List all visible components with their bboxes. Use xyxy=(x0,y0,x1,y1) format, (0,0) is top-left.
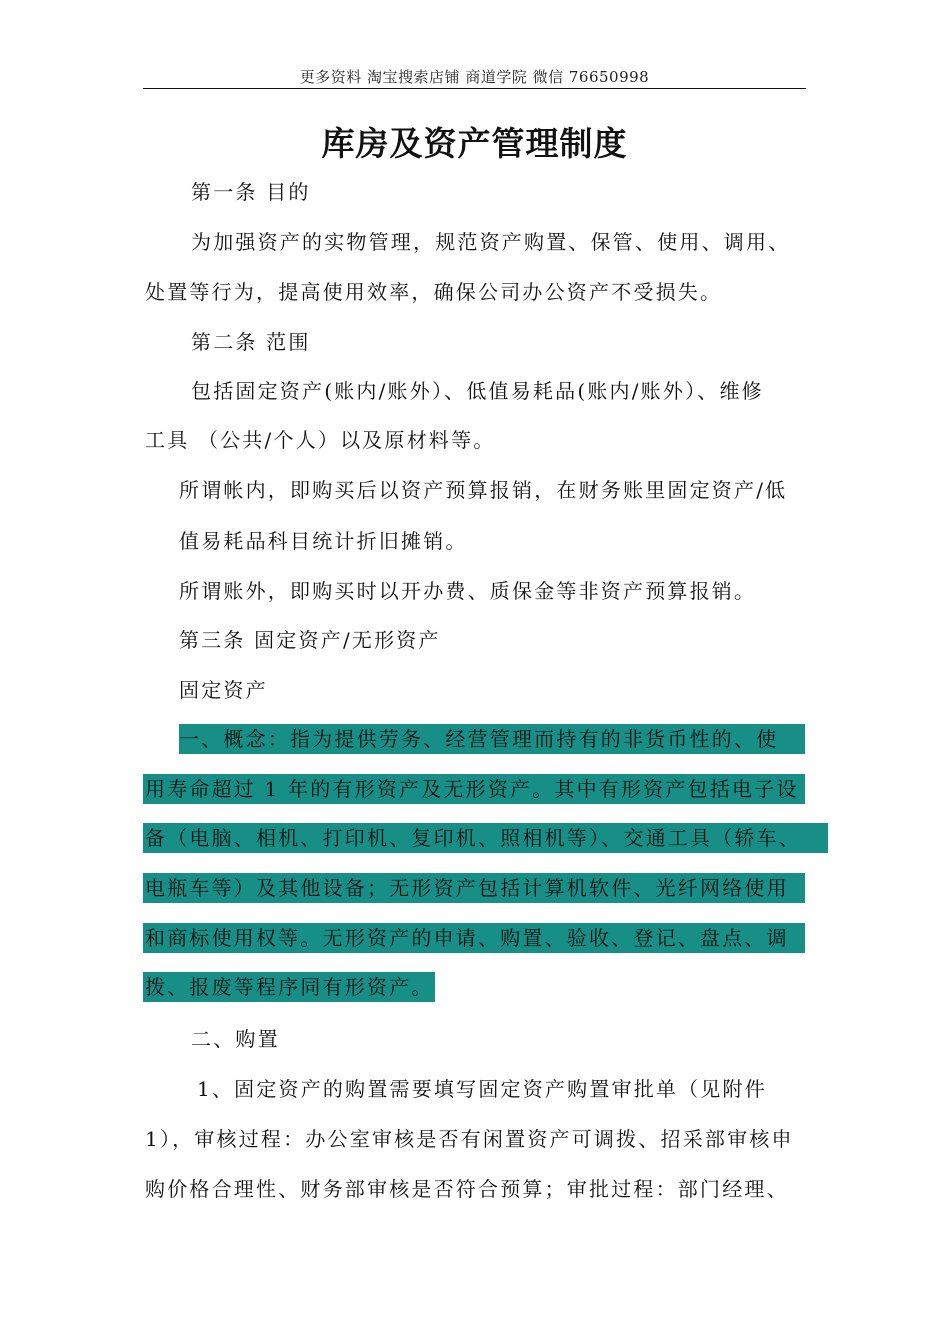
page-header: 更多资料 淘宝搜索店铺 商道学院 微信 76650998 xyxy=(299,68,650,86)
article-1-heading: 第一条 目的 xyxy=(191,180,311,204)
document-title: 库房及资产管理制度 xyxy=(321,124,628,163)
article-1-paragraph-line: 为加强资产的实物管理，规范资产购置、保管、使用、调用、 xyxy=(191,230,791,254)
article-1-paragraph-line: 处置等行为，提高使用效率，确保公司办公资产不受损失。 xyxy=(145,280,723,304)
concept-paragraph-line: 和商标使用权等。无形资产的申请、购置、验收、登记、盘点、调 xyxy=(145,926,789,950)
article-2-paragraph-line: 所谓账外，即购买时以开办费、质保金等非资产预算报销。 xyxy=(179,579,757,603)
article-2-paragraph-line: 包括固定资产(账内/账外）、低值易耗品(账内/账外）、维修 xyxy=(191,379,764,403)
concept-paragraph-line: 电瓶车等）及其他设备；无形资产包括计算机软件、光纤网络使用 xyxy=(145,876,789,900)
article-2-paragraph-line: 所谓帐内，即购买后以资产预算报销，在财务账里固定资产/低 xyxy=(179,478,788,502)
purchase-heading: 二、购置 xyxy=(191,1027,280,1051)
concept-paragraph-line: 一、概念：指为提供劳务、经营管理而持有的非货币性的、使 xyxy=(179,727,779,751)
purchase-paragraph-line: 1），审核过程：办公室审核是否有闲置资产可调拨、招采部审核申 xyxy=(145,1127,794,1151)
article-2-paragraph-line: 值易耗品科目统计折旧摊销。 xyxy=(179,529,468,553)
header-divider xyxy=(143,88,806,89)
purchase-paragraph-line: 1、固定资产的购置需要填写固定资产购置审批单（见附件 xyxy=(197,1077,767,1101)
concept-paragraph-line: 用寿命超过 1 年的有形资产及无形资产。其中有形资产包括电子设 xyxy=(145,777,799,801)
article-3-heading: 第三条 固定资产/无形资产 xyxy=(179,628,441,652)
purchase-paragraph-line: 购价格合理性、财务部审核是否符合预算；审批过程：部门经理、 xyxy=(145,1177,789,1201)
article-2-heading: 第二条 范围 xyxy=(191,330,311,354)
article-2-paragraph-line: 工具 （公共/个人）以及原材料等。 xyxy=(145,428,496,452)
fixed-assets-label: 固定资产 xyxy=(179,678,268,702)
concept-paragraph-line: 备（电脑、相机、打印机、复印机、照相机等）、交通工具（轿车、 xyxy=(145,826,801,850)
concept-paragraph-line: 拨、报废等程序同有形资产。 xyxy=(145,975,434,999)
